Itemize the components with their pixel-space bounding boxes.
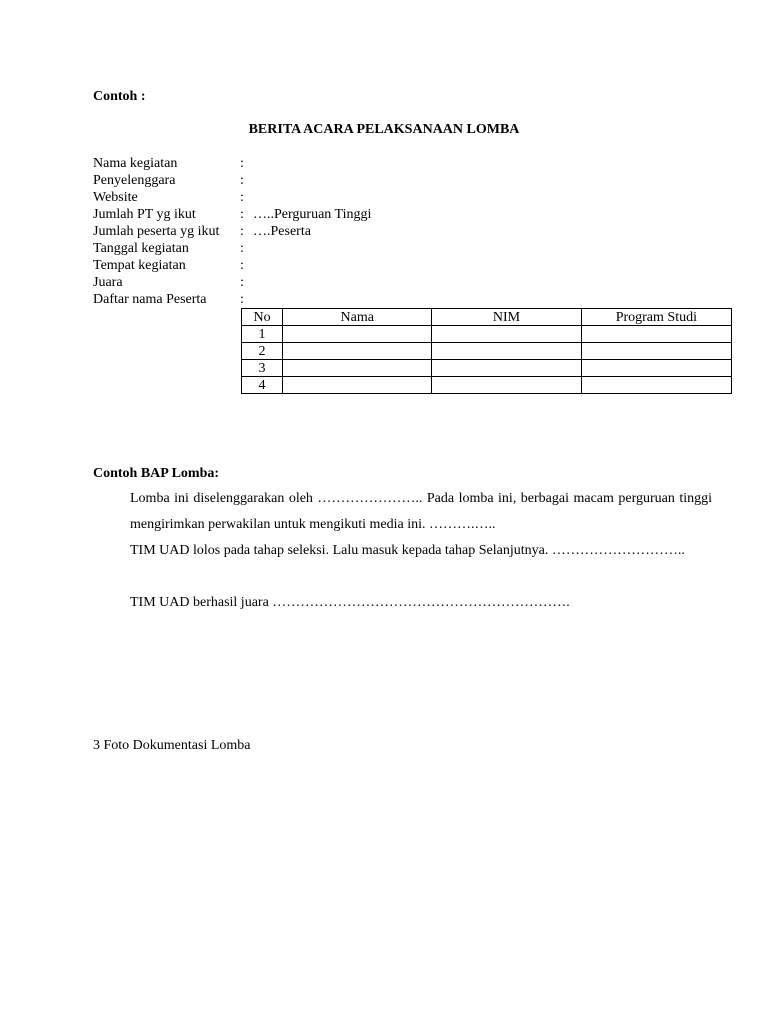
field-label: Jumlah PT yg ikut: [93, 207, 196, 222]
field-separator: :: [240, 275, 244, 290]
table-row: [242, 343, 732, 360]
table-cell-nama: [283, 377, 432, 394]
field-label: Jumlah peserta yg ikut: [93, 224, 220, 239]
field-label: Daftar nama Peserta: [93, 292, 207, 307]
field-row: [93, 274, 493, 291]
participant-table: [241, 308, 732, 394]
field-row: [93, 257, 493, 274]
field-separator: :: [240, 207, 244, 222]
field-label: Tempat kegiatan: [93, 258, 186, 273]
column-header-program-studi: Program Studi: [581, 309, 731, 326]
paragraph-seleksi: TIM UAD lolos pada tahap seleksi. Lalu masuk kepada tahap Selanjutnya. ………………………..: [130, 543, 685, 558]
column-header-nama: Nama: [283, 309, 432, 326]
field-label: Juara: [93, 275, 123, 290]
table-cell-no: 4: [242, 377, 283, 394]
footer-note: 3 Foto Dokumentasi Lomba: [93, 738, 251, 753]
table-cell-nama: [283, 360, 432, 377]
table-cell-no: 1: [242, 326, 283, 343]
field-row: [93, 172, 493, 189]
table-row: [242, 326, 732, 343]
paragraph-lomba: Lomba ini diselenggarakan oleh ………………….. Pada lomba ini, berbagai macam perguruan tinggi mengirimkan perwakilan untuk mengikuti media ini. ……….…..: [130, 491, 712, 532]
field-separator: :: [240, 156, 244, 171]
table-cell-program-studi: [581, 377, 731, 394]
field-label: Penyelenggara: [93, 173, 176, 188]
field-row: [93, 155, 493, 172]
field-separator: :: [240, 241, 244, 256]
table-header-row: [242, 309, 732, 326]
table-cell-program-studi: [581, 343, 731, 360]
table-row: [242, 377, 732, 394]
paragraph-juara: TIM UAD berhasil juara ……………………………………………………….: [130, 595, 570, 610]
table-cell-no: 2: [242, 343, 283, 360]
field-row: [93, 206, 493, 223]
field-label: Website: [93, 190, 138, 205]
field-label: Tanggal kegiatan: [93, 241, 189, 256]
table-cell-nim: [432, 343, 581, 360]
heading-contoh: Contoh :: [93, 89, 146, 104]
field-separator: :: [240, 224, 244, 239]
field-separator: :: [240, 258, 244, 273]
table-cell-nama: [283, 343, 432, 360]
table-cell-nim: [432, 326, 581, 343]
field-separator: :: [240, 173, 244, 188]
table-cell-nama: [283, 326, 432, 343]
field-list: [93, 155, 493, 308]
field-separator: :: [240, 190, 244, 205]
field-row: [93, 240, 493, 257]
field-value: …..Perguruan Tinggi: [253, 207, 372, 222]
column-header-nim: NIM: [432, 309, 581, 326]
field-row: [93, 189, 493, 206]
section-heading-bap: Contoh BAP Lomba:: [93, 466, 220, 481]
field-row: [93, 291, 493, 308]
field-row: [93, 223, 493, 240]
table-cell-program-studi: [581, 360, 731, 377]
table-cell-nim: [432, 377, 581, 394]
field-label: Nama kegiatan: [93, 156, 178, 171]
document-title: BERITA ACARA PELAKSANAAN LOMBA: [248, 122, 520, 137]
column-header-no: No: [242, 309, 283, 326]
table-cell-program-studi: [581, 326, 731, 343]
field-separator: :: [240, 292, 244, 307]
table-row: [242, 360, 732, 377]
table-cell-no: 3: [242, 360, 283, 377]
field-value: ….Peserta: [253, 224, 311, 239]
table-cell-nim: [432, 360, 581, 377]
